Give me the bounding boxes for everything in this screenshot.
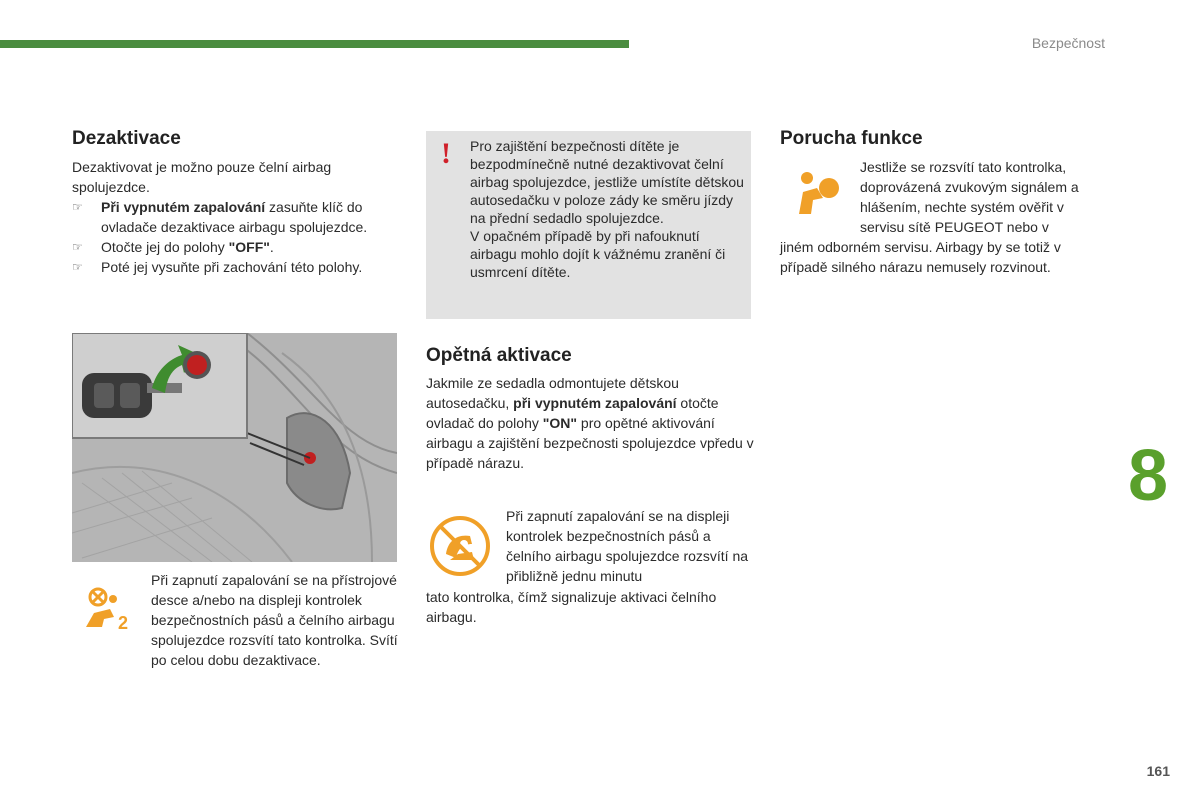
pointing-hand-icon: ☞ bbox=[72, 260, 83, 274]
chapter-number: 8 bbox=[1128, 436, 1169, 516]
deactivation-text bbox=[72, 157, 402, 277]
warning-text bbox=[470, 137, 745, 281]
warning-exclamation-icon: ! bbox=[441, 137, 451, 170]
deactivation-title: Dezaktivace bbox=[72, 128, 181, 149]
page-number: 161 bbox=[1146, 763, 1170, 779]
airbag-off-warning-icon bbox=[80, 587, 132, 636]
malfunction-text: jiném odborném servisu. Airbagy by se totiž v případě silného nárazu nemusely rozvinout. bbox=[780, 239, 1061, 275]
malfunction-indented-text: Jestliže se rozsvítí tato kontrolka, doprovázená zvukovým signálem a hlášením, nechte systém ověřit v servisu sítě PEUGEOT nebo v bbox=[860, 159, 1079, 235]
warning-paragraph: V opačném případě by při nafouknutí airbagu mohlo dojít k vážnému zranění či usmrcení dítěte. bbox=[470, 228, 726, 280]
section-title: Bezpečnost bbox=[1031, 35, 1105, 51]
deactivation-step: ☞ Poté jej vysuňte při zachování této polohy. bbox=[72, 259, 363, 275]
illustration-drawing bbox=[72, 333, 397, 562]
pointing-hand-icon: ☞ bbox=[72, 200, 83, 214]
middle-notice-text: tato kontrolka, čímž signalizuje aktivaci čelního airbagu. bbox=[426, 589, 717, 625]
deactivation-step: ☞ Při vypnutém zapalování zasuňte klíč do ovladače dezaktivace airbagu spolujezdce. bbox=[72, 199, 368, 235]
deactivation-step: ☞ Otočte jej do polohy "OFF". bbox=[72, 239, 274, 255]
reactivation-text: Jakmile ze sedadla odmontujete dětskou autosedačku, při vypnutém zapalování otočte ovladač do polohy "ON" pro opětné aktivování airbagu a zajištění bezpečnosti spolujezdce vpředu v případě nárazu. bbox=[426, 375, 754, 471]
warning-paragraph: Pro zajištění bezpečnosti dítěte je bezpodmínečně nutné dezaktivovat čelní airbag spolujezdce, jestliže umístíte dětskou autosedačku v poloze zády ke směru jízdy na přední sedadlo spolujezdce. bbox=[470, 138, 744, 226]
airbag-fault-icon bbox=[793, 170, 843, 223]
malfunction-title: Porucha funkce bbox=[780, 128, 923, 149]
left-notice-text: Při zapnutí zapalování se na přístrojové desce a/nebo na displeji kontrolek bezpečnostních pásů a čelního airbagu spolujezdce rozsvítí tato kontrolka. Svítí po celou dobu dezaktivace. bbox=[151, 572, 398, 668]
reactivation-title: Opětná aktivace bbox=[426, 345, 572, 366]
svg-text:2: 2 bbox=[118, 613, 129, 631]
airbag-key-switch-illustration bbox=[72, 333, 397, 562]
child-seat-warning-box bbox=[426, 131, 751, 319]
header-bar bbox=[0, 40, 629, 48]
pointing-hand-icon: ☞ bbox=[72, 240, 83, 254]
deactivation-intro: Dezaktivovat je možno pouze čelní airbag spolujezdce. bbox=[72, 159, 332, 195]
child-seat-airbag-warning-icon bbox=[428, 514, 492, 583]
middle-notice-indented-text: Při zapnutí zapalování se na displeji kontrolek bezpečnostních pásů a čelního airbagu spolujezdce rozsvítí na přibližně jednu minutu bbox=[506, 508, 749, 584]
